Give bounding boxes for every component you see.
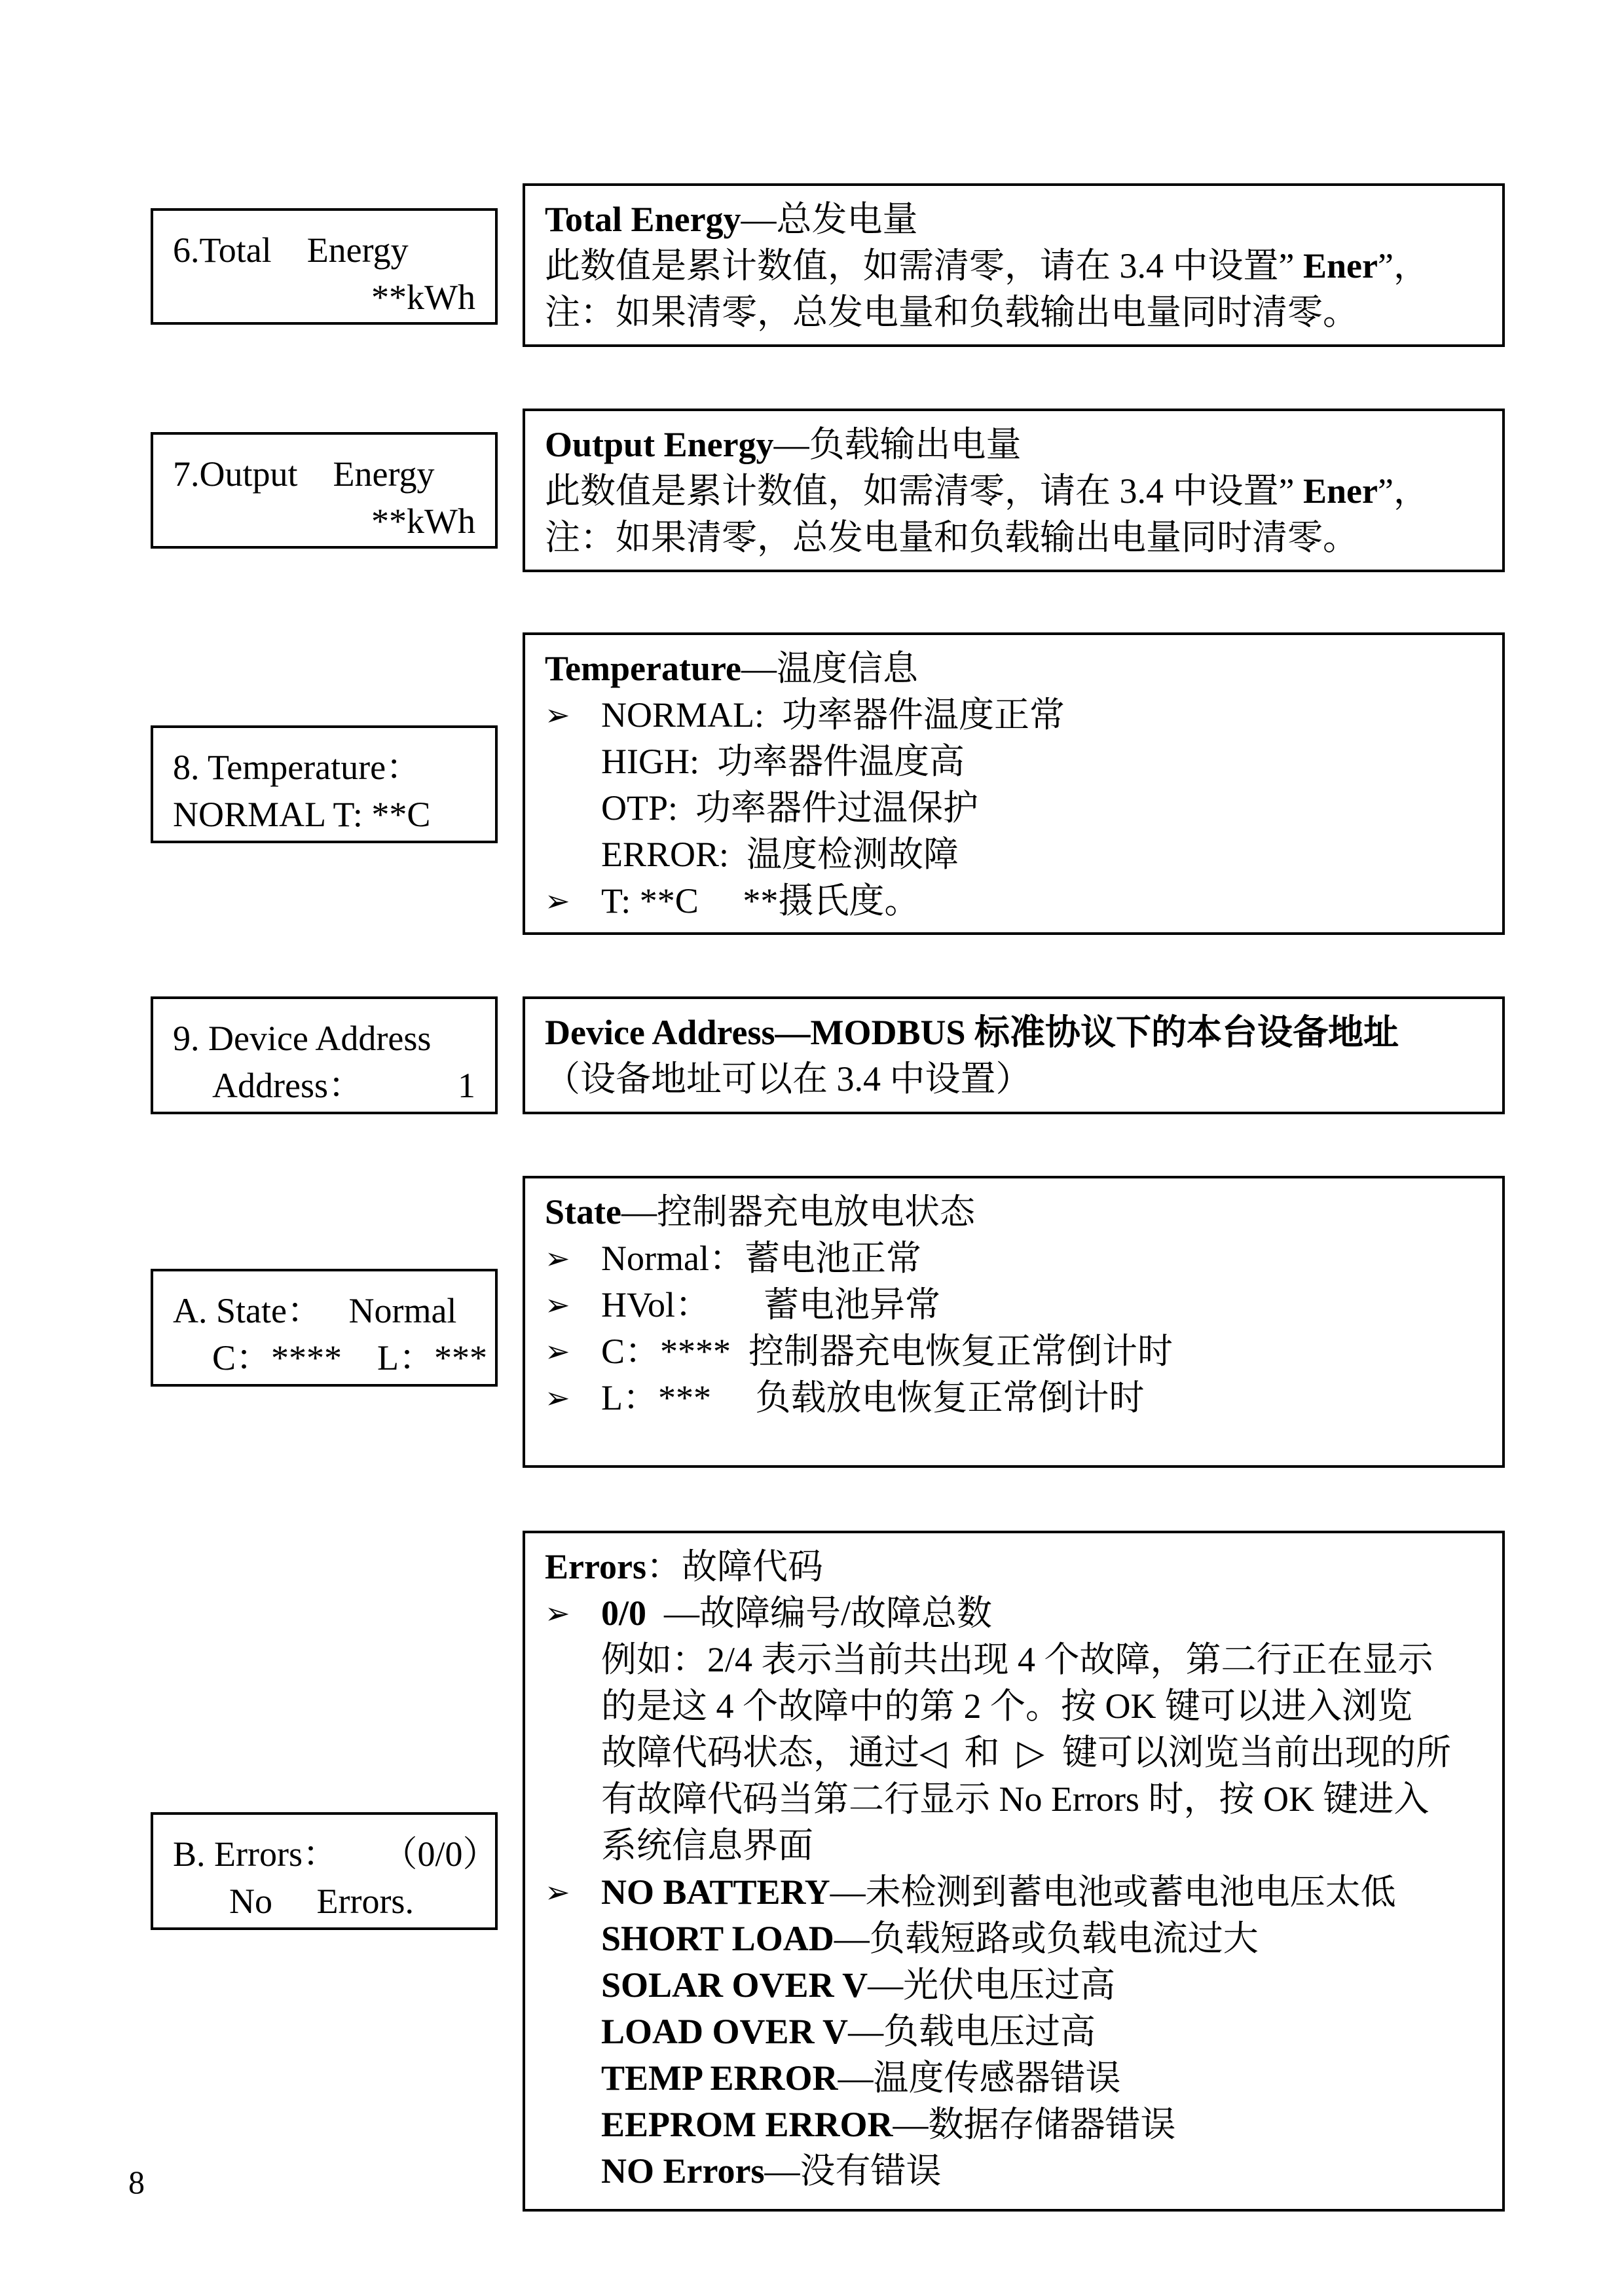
bullet-icon: ➢ — [545, 884, 570, 918]
bullet-text: C：**** 控制器充电恢复正常倒计时 — [601, 1332, 1173, 1371]
desc-line2: （设备地址可以在 3.4 中设置） — [545, 1059, 1031, 1099]
error-code-line — [545, 2009, 1483, 2055]
title-rest: —负载输出电量 — [773, 425, 1022, 464]
sub-item: ERROR: 温度检测故障 — [601, 835, 959, 874]
lcd-errors — [151, 1812, 498, 1930]
desc-title — [545, 646, 1483, 692]
bullet-text: HVol： 蓄电池异常 — [601, 1285, 941, 1324]
bullet-item — [545, 1235, 1483, 1282]
title-bold: Output Energy — [545, 425, 774, 464]
lcd-line1: 8. Temperature： — [173, 748, 422, 787]
desc-output-energy — [523, 409, 1505, 572]
error-index-bold: 0/0 — [601, 1594, 647, 1633]
title-bold: State — [545, 1192, 621, 1231]
lcd-device-address — [151, 996, 498, 1114]
error-code-desc: —未检测到蓄电池或蓄电池电压太低 — [830, 1872, 1396, 1912]
desc-title — [545, 196, 1483, 243]
error-code: NO BATTERY — [601, 1872, 830, 1912]
bullet-text: T: **C **摄氏度。 — [601, 881, 920, 920]
bullet-item — [545, 1375, 1483, 1421]
error-code: NO Errors — [601, 2151, 765, 2191]
address-value: 1 — [458, 1066, 475, 1105]
title-rest: —总发电量 — [741, 200, 918, 239]
lcd-line2: C：**** L：*** — [212, 1338, 488, 1377]
desc-line3: 注：如果清零，总发电量和负载输出电量同时清零。 — [545, 518, 1358, 557]
example-line: 的是这 4 个故障中的第 2 个。按 OK 键可以进入浏览 — [601, 1686, 1412, 1726]
desc-title — [545, 422, 1483, 468]
lcd-line2: No Errors. — [229, 1882, 414, 1921]
bullet-icon: ➢ — [545, 1335, 570, 1368]
lcd-state — [151, 1269, 498, 1387]
error-code-line — [545, 1962, 1483, 2009]
lcd-line2: NORMAL T: **C — [173, 795, 431, 834]
title-rest: —控制器充电放电状态 — [621, 1192, 975, 1231]
desc-total-energy — [523, 183, 1505, 347]
example-line: 例如：2/4 表示当前共出现 4 个故障，第二行正在显示 — [601, 1640, 1433, 1679]
bullet-item — [545, 1282, 1483, 1328]
lcd-line1: B. Errors： （0/0） — [173, 1834, 498, 1874]
bullet-item — [545, 1590, 1483, 1637]
error-code-desc: —没有错误 — [764, 2151, 942, 2191]
text-post: ”， — [1377, 471, 1429, 511]
error-code-line — [545, 2102, 1483, 2148]
error-code-desc: —负载电压过高 — [848, 2012, 1096, 2051]
error-code-line — [545, 2055, 1483, 2102]
error-code-line — [545, 2148, 1483, 2195]
error-code: LOAD OVER V — [601, 2012, 849, 2051]
error-code: TEMP ERROR — [601, 2058, 838, 2098]
bullet-icon: ➢ — [545, 1381, 570, 1415]
text-bold: Ener — [1302, 246, 1378, 285]
desc-line2 — [545, 468, 1483, 515]
example-line: 系统信息界面 — [601, 1826, 813, 1865]
bullet-item — [545, 878, 1483, 924]
desc-line2 — [545, 243, 1483, 289]
title-rest: ：故障代码 — [646, 1547, 823, 1586]
error-code: SHORT LOAD — [601, 1919, 834, 1958]
desc-line3: 注：如果清零，总发电量和负载输出电量同时清零。 — [545, 293, 1358, 332]
title-bold: Total Energy — [545, 200, 741, 239]
bullet-icon: ➢ — [545, 1288, 570, 1322]
lcd-line2: **kWh — [371, 501, 475, 541]
text-pre: 此数值是累计数值，如需清零，请在 3.4 中设置” — [545, 246, 1303, 285]
bullet-item — [545, 1869, 1483, 1916]
title-bold: Errors — [545, 1547, 646, 1586]
desc-errors — [523, 1531, 1505, 2212]
desc-device-address — [523, 996, 1505, 1114]
lcd-temperature — [151, 725, 498, 843]
bullet-text: Normal：蓄电池正常 — [601, 1239, 921, 1278]
error-code-desc: —负载短路或负载电流过大 — [834, 1919, 1259, 1958]
bullet-item — [545, 692, 1483, 738]
bullet-text: NORMAL: 功率器件温度正常 — [601, 695, 1065, 735]
lcd-line1: 7.Output Energy — [173, 454, 435, 494]
title-bold: Device Address—MODBUS — [545, 1013, 966, 1052]
lcd-total-energy — [151, 208, 498, 325]
lcd-line1: 6.Total Energy — [173, 230, 409, 270]
error-code-desc: —温度传感器错误 — [838, 2058, 1121, 2098]
page-number: 8 — [128, 2164, 145, 2200]
lcd-line2 — [173, 1062, 475, 1109]
title-rest: —温度信息 — [741, 649, 918, 688]
bullet-icon: ➢ — [545, 1242, 570, 1275]
desc-title — [545, 1544, 1483, 1590]
example-line: 有故障代码当第二行显示 No Errors 时，按 OK 键进入 — [601, 1779, 1430, 1819]
error-code-desc: —数据存储器错误 — [893, 2105, 1176, 2144]
bullet-icon: ➢ — [545, 1597, 570, 1630]
lcd-line2: **kWh — [371, 278, 475, 317]
desc-state — [523, 1176, 1505, 1468]
sub-item: OTP: 功率器件过温保护 — [601, 788, 979, 828]
bullet-icon: ➢ — [545, 699, 570, 732]
bullet-text: L：*** 负载放电恢复正常倒计时 — [601, 1378, 1145, 1417]
title-rest: 标准协议下的本台设备地址 — [965, 1013, 1399, 1052]
text-pre: 此数值是累计数值，如需清零，请在 3.4 中设置” — [545, 471, 1303, 511]
error-code: EEPROM ERROR — [601, 2105, 893, 2144]
bullet-icon: ➢ — [545, 1876, 570, 1909]
error-code-line — [601, 1869, 1483, 1916]
text-post: ”， — [1377, 246, 1429, 285]
lcd-line1: A. State： Normal — [173, 1291, 457, 1330]
error-code-line — [545, 1916, 1483, 1962]
text-bold: Ener — [1302, 471, 1378, 511]
lcd-line1: 9. Device Address — [173, 1019, 432, 1058]
desc-title — [545, 1010, 1483, 1056]
bullet-text — [601, 1590, 1483, 1637]
error-code: SOLAR OVER V — [601, 1965, 868, 2005]
title-bold: Temperature — [545, 649, 741, 688]
desc-temperature — [523, 632, 1505, 935]
lcd-output-energy — [151, 432, 498, 549]
address-label: Address： — [212, 1066, 363, 1105]
bullet-item — [545, 1328, 1483, 1375]
error-code-desc: —光伏电压过高 — [868, 1965, 1116, 2005]
sub-item: HIGH: 功率器件温度高 — [601, 742, 965, 781]
example-line: 故障代码状态，通过◁ 和 ▷ 键可以浏览当前出现的所 — [601, 1733, 1452, 1772]
desc-title — [545, 1189, 1483, 1235]
error-index-rest: —故障编号/故障总数 — [646, 1594, 993, 1633]
